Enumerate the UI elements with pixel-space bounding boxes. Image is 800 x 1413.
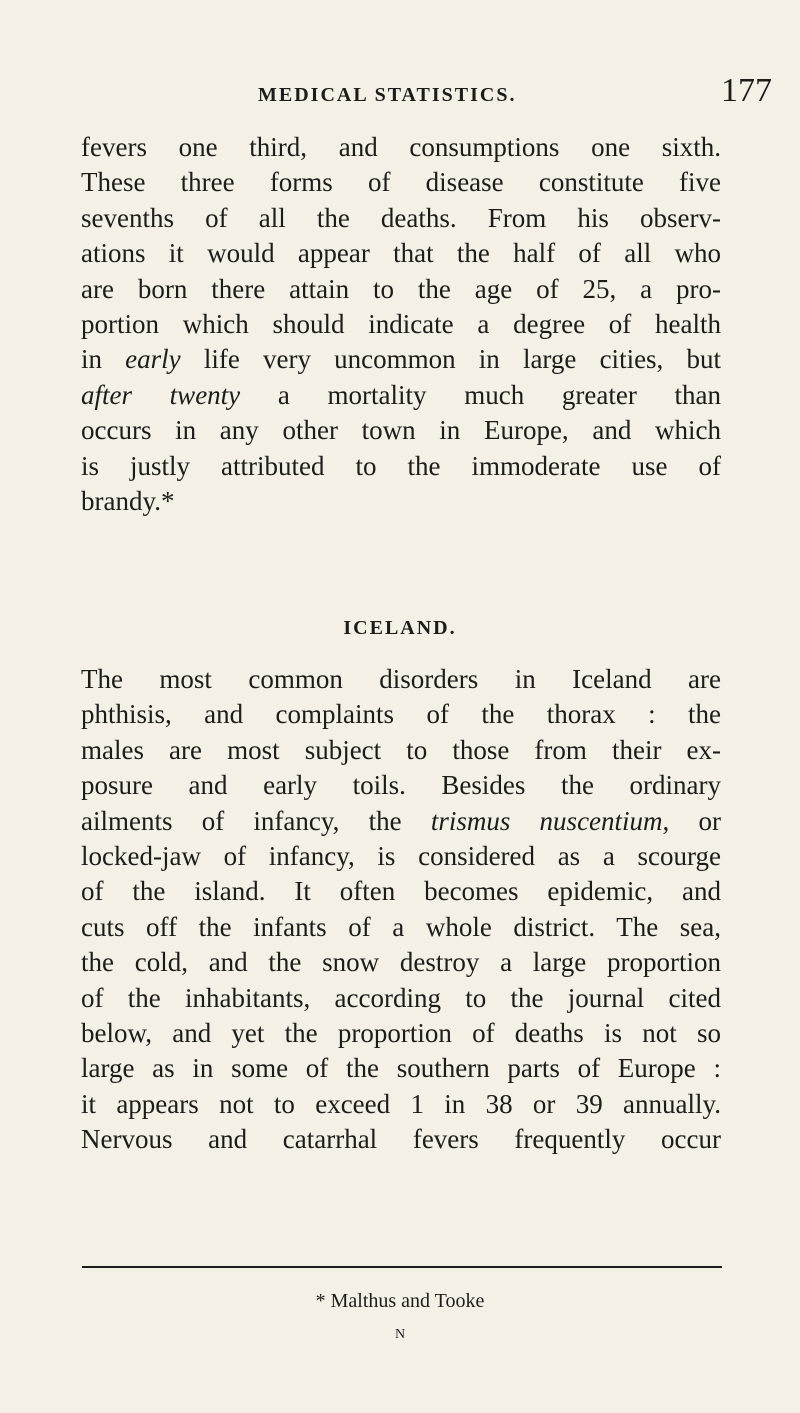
text-line: of the inhabitants, according to the journal cited — [81, 982, 721, 1013]
text-line: fevers one third, and consumptions one sixth. — [81, 132, 721, 162]
text-line: cuts off the infants of a whole district. The sea, — [81, 911, 721, 942]
text-line: below, and yet the proportion of deaths is not so — [81, 1017, 721, 1048]
page-number: 177 — [721, 72, 772, 109]
footnote: * Malthus and Tooke — [315, 1290, 485, 1312]
text-line: is justly attributed to the immoderate use of — [81, 450, 721, 481]
text-line: of the island. It often becomes epidemic, and — [81, 876, 721, 907]
text-line-with-italic: ailments of infancy, the trismus nuscentium, or — [81, 805, 722, 836]
signature-mark: N — [394, 1327, 406, 1342]
text-line: phthisis, and complaints of the thorax : the — [81, 699, 721, 730]
text-line: ations it would appear that the half of all who — [81, 238, 721, 269]
text-line: sevenths of all the deaths. From his observ- — [81, 202, 721, 233]
text-line: Nervous and catarrhal fevers frequently occur — [81, 1124, 721, 1155]
section-heading-iceland: ICELAND. — [343, 617, 457, 639]
text-line: These three forms of disease constitute five — [81, 167, 721, 198]
running-title: MEDICAL STATISTICS. — [258, 84, 517, 106]
text-line: it appears not to exceed 1 in 38 or 39 annually. — [81, 1088, 721, 1119]
italic-term: trismus nuscentium — [430, 805, 663, 836]
text-line-with-italic: after twenty a mortality much greater than — [81, 379, 721, 410]
running-head — [258, 72, 772, 116]
text-line: locked-jaw of infancy, is considered as a scourge — [81, 840, 721, 871]
text-line: portion which should indicate a degree of health — [81, 308, 721, 339]
text-line: brandy.* — [81, 485, 175, 516]
text-line: males are most subject to those from their ex- — [81, 734, 721, 765]
paragraph-iceland — [81, 662, 721, 1157]
text-line: The most common disorders in Iceland are — [81, 664, 721, 694]
text-line: large as in some of the southern parts of Europe : — [81, 1053, 721, 1084]
footnote-rule — [82, 1266, 722, 1268]
italic-phrase: after twenty — [81, 379, 241, 410]
text-line: posure and early toils. Besides the ordinary — [81, 770, 721, 801]
paragraph-fevers — [81, 130, 721, 519]
italic-word: early — [125, 344, 181, 375]
text-line: the cold, and the snow destroy a large proportion — [81, 947, 721, 978]
text-line: occurs in any other town in Europe, and which — [81, 415, 721, 446]
text-line-with-italic: in early life very uncommon in large cities, but — [81, 344, 721, 375]
text-line: are born there attain to the age of 25, a pro- — [81, 273, 721, 304]
